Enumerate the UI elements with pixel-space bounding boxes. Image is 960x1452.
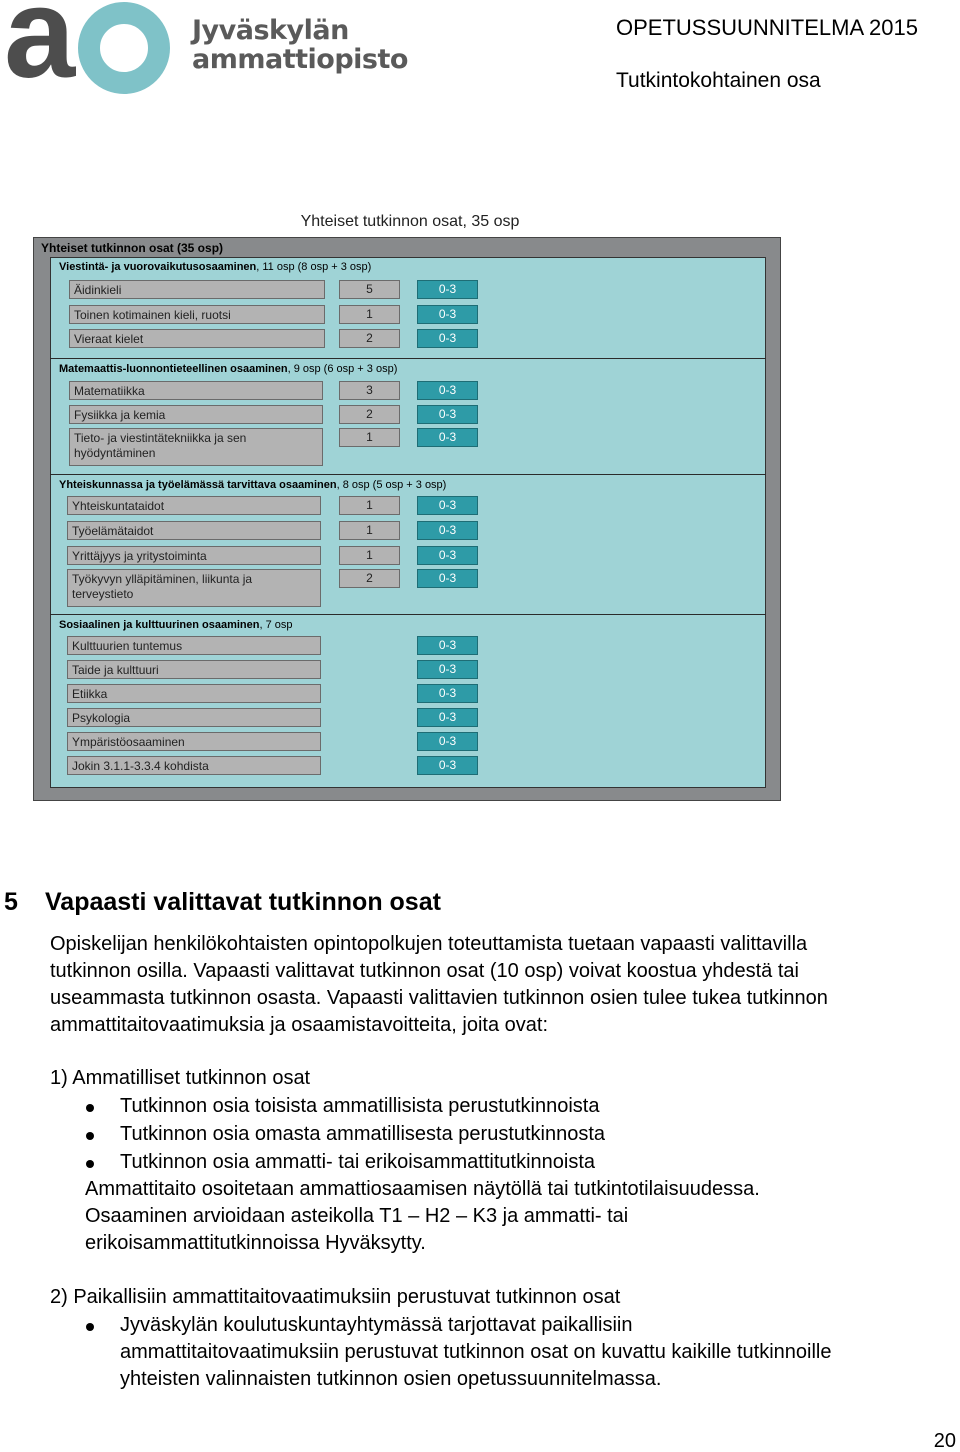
unit-box: Psykologia (67, 708, 321, 727)
range-box: 0-3 (417, 708, 478, 727)
range-box: 0-3 (417, 521, 478, 540)
document-subtitle: Tutkintokohtainen osa (616, 69, 821, 92)
range-box: 0-3 (417, 428, 478, 447)
osp-box: 1 (339, 546, 400, 565)
range-box: 0-3 (417, 280, 478, 299)
range-box: 0-3 (417, 732, 478, 751)
section-divider (50, 614, 766, 615)
bullet-icon (86, 1132, 94, 1140)
unit-box: Taide ja kulttuuri (67, 660, 321, 679)
diagram-outer-label: Yhteiset tutkinnon osat (35 osp) (41, 241, 224, 255)
unit-box: Toinen kotimainen kieli, ruotsi (69, 305, 325, 324)
unit-box: Työkyvyn ylläpitäminen, liikunta ja terveystieto (67, 569, 321, 607)
document-title: OPETUSSUUNNITELMA 2015 (616, 15, 918, 40)
intro-line: tutkinnon osilla. Vapaasti valittavat tutkinnon osat (10 osp) voivat koostua yhdestä tai (50, 960, 799, 982)
osp-box: 5 (339, 280, 400, 299)
osp-box: 2 (339, 405, 400, 424)
intro-line: useammasta tutkinnon osasta. Vapaasti valittavien tutkinnon osien tulee tukea tutkinnon (50, 987, 828, 1009)
list-item-continued: ammattitaitovaatimuksiin perustuvat tutkinnon osat on kuvattu kaikille tutkinnoille (120, 1341, 832, 1363)
range-box: 0-3 (417, 546, 478, 565)
unit-box: Tieto- ja viestintätekniikka ja sen hyödyntäminen (69, 428, 323, 466)
range-box: 0-3 (417, 405, 478, 424)
note-line: erikoisammattitutkinnoissa Hyväksytty. (85, 1232, 426, 1254)
note-line: Ammattitaito osoitetaan ammattiosaamisen näytöllä tai tutkintotilaisuudessa. (85, 1178, 760, 1200)
unit-box: Jokin 3.1.1-3.3.4 kohdista (67, 756, 321, 775)
unit-box: Yhteiskuntataidot (67, 496, 321, 515)
section-divider (50, 358, 766, 359)
list-item: Tutkinnon osia omasta ammatillisesta perustutkinnosta (120, 1123, 606, 1145)
osp-box: 1 (339, 521, 400, 540)
unit-box: Fysiikka ja kemia (69, 405, 323, 424)
list-heading: 2) Paikallisiin ammattitaitovaatimuksiin perustuvat tutkinnon osat (50, 1286, 621, 1308)
unit-box: Kulttuurien tuntemus (67, 636, 321, 655)
logo-line2: ammattiopisto (192, 44, 408, 75)
list-item: Tutkinnon osia ammatti- tai erikoisammattitutkinnoista (120, 1151, 595, 1173)
unit-box: Matematiikka (69, 381, 323, 400)
section-title: Sosiaalinen ja kulttuurinen osaaminen, 7 osp (59, 619, 293, 631)
section-title: Viestintä- ja vuorovaikutusosaaminen, 11 osp (8 osp + 3 osp) (59, 261, 372, 273)
unit-box: Työelämätaidot (67, 521, 321, 540)
bullet-icon (86, 1323, 94, 1331)
section-heading: Vapaasti valittavat tutkinnon osat (45, 888, 441, 916)
range-box: 0-3 (417, 636, 478, 655)
osp-box: 2 (339, 569, 400, 588)
logo (0, 0, 408, 105)
unit-box: Vieraat kielet (69, 329, 325, 348)
logo-text (192, 16, 408, 74)
logo-letter-o (78, 2, 170, 94)
logo-line1: Jyväskylän (192, 15, 349, 46)
list-item-continued: yhteisten valinnaisten tutkinnon osien opetussuunnitelmassa. (120, 1368, 662, 1390)
osp-box: 1 (339, 428, 400, 447)
osp-box: 2 (339, 329, 400, 348)
list-item: Tutkinnon osia toisista ammatillisista perustutkinnoista (120, 1095, 600, 1117)
page-number: 20 (933, 1430, 956, 1452)
intro-line: ammattitaitovaatimuksia ja osaamistavoitteita, joita ovat: (50, 1014, 548, 1036)
range-box: 0-3 (417, 329, 478, 348)
list-item: Jyväskylän koulutuskuntayhtymässä tarjottavat paikallisiin (120, 1314, 633, 1336)
range-box: 0-3 (417, 684, 478, 703)
osp-box: 1 (339, 305, 400, 324)
note-line: Osaaminen arvioidaan asteikolla T1 – H2 – K3 ja ammatti- tai (85, 1205, 629, 1227)
range-box: 0-3 (417, 569, 478, 588)
section-title: Matemaattis-luonnontieteellinen osaaminen, 9 osp (6 osp + 3 osp) (59, 363, 398, 375)
diagram-title: Yhteiset tutkinnon osat, 35 osp (300, 213, 520, 230)
section-divider (50, 474, 766, 475)
range-box: 0-3 (417, 305, 478, 324)
unit-box: Yrittäjyys ja yritystoiminta (67, 546, 321, 565)
osp-box: 1 (339, 496, 400, 515)
range-box: 0-3 (417, 381, 478, 400)
intro-line: Opiskelijan henkilökohtaisten opintopolkujen toteuttamista tuetaan vapaasti valittavilla (50, 933, 808, 955)
osp-box: 3 (339, 381, 400, 400)
list-heading: 1) Ammatilliset tutkinnon osat (50, 1067, 311, 1089)
logo-letter-a: a (4, 0, 72, 105)
bullet-icon (86, 1160, 94, 1168)
unit-box: Ympäristöosaaminen (67, 732, 321, 751)
unit-box: Etiikka (67, 684, 321, 703)
bullet-icon (86, 1104, 94, 1112)
section-number: 5 (4, 888, 18, 916)
unit-box: Äidinkieli (69, 280, 325, 299)
range-box: 0-3 (417, 660, 478, 679)
range-box: 0-3 (417, 496, 478, 515)
section-title: Yhteiskunnassa ja työelämässä tarvittava osaaminen, 8 osp (5 osp + 3 osp) (59, 479, 447, 491)
range-box: 0-3 (417, 756, 478, 775)
